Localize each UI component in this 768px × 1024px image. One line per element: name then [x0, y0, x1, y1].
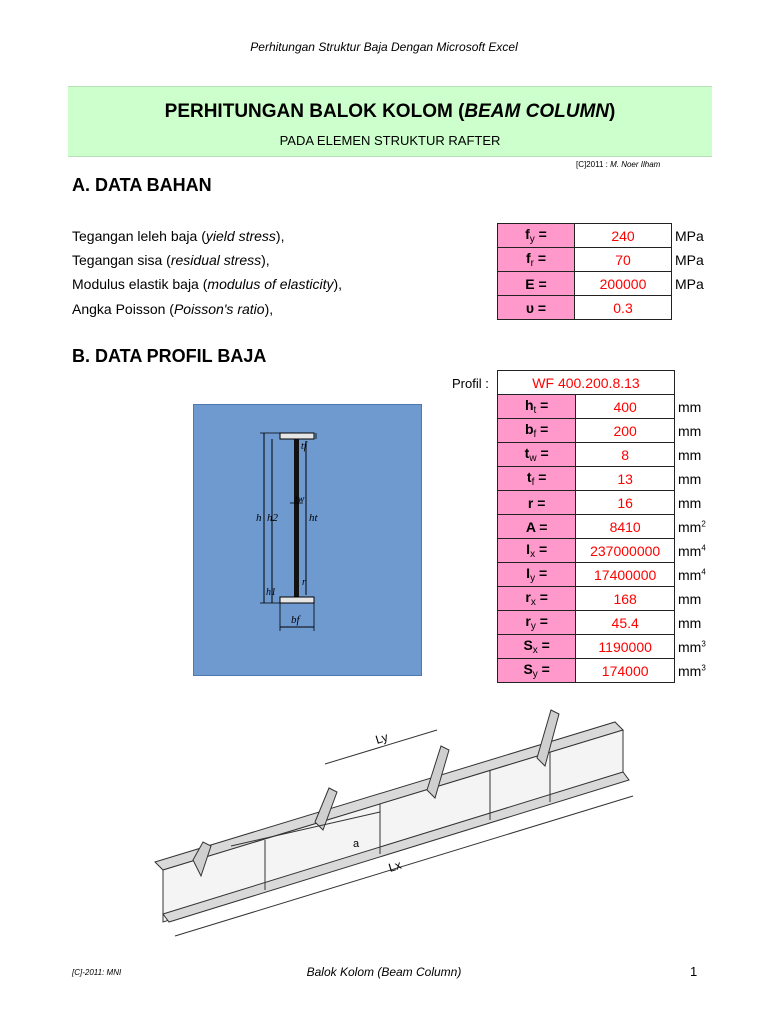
copyright-top — [576, 160, 660, 169]
material-label-end: ), — [275, 228, 285, 244]
symbol-letter: A — [525, 518, 536, 535]
symbol-equals: = — [533, 250, 547, 266]
unit-superscript: 2 — [701, 518, 706, 528]
material-label-text: Tegangan sisa ( — [72, 252, 171, 268]
profile-table — [497, 370, 738, 683]
symbol-subscript: y — [529, 234, 535, 245]
bottom-flange-shape — [280, 597, 314, 603]
material-symbol-1 — [498, 248, 575, 272]
symbol-letter: I — [526, 565, 531, 581]
unit-superscript: 3 — [701, 638, 706, 648]
material-unit-3 — [672, 296, 736, 320]
label-tw: tw — [295, 494, 305, 505]
profile-symbol-2 — [498, 443, 576, 467]
profile-value-11: 174000 — [576, 659, 675, 683]
material-unit-0 — [672, 224, 736, 248]
symbol-letter: S — [523, 661, 533, 677]
profile-unit-9 — [675, 611, 739, 635]
profile-unit-1 — [675, 419, 739, 443]
copyright-prefix: [C]2011 : — [576, 160, 611, 169]
unit-text: mm — [678, 542, 702, 559]
profile-row — [498, 611, 739, 635]
unit-superscript: 3 — [701, 662, 706, 672]
label-tf: tf — [301, 441, 307, 452]
material-symbol-2 — [498, 272, 575, 296]
profile-value-5: 8410 — [576, 515, 675, 539]
running-header: Perhitungan Struktur Baja Dengan Microsoft Excel — [250, 40, 518, 54]
unit-text: MPa — [675, 227, 704, 244]
profile-unit-11 — [675, 659, 739, 683]
profile-row — [498, 443, 739, 467]
symbol-letter: b — [524, 421, 534, 437]
symbol-letter: h — [524, 397, 534, 413]
profile-row — [498, 419, 739, 443]
profile-row — [498, 491, 739, 515]
profil-unit-blank — [675, 371, 739, 395]
material-label-2 — [72, 276, 342, 292]
unit-text: mm — [678, 590, 702, 607]
symbol-letter: t — [524, 445, 530, 461]
profile-value-0: 400 — [576, 395, 675, 419]
unit-text: mm — [678, 638, 702, 655]
symbol-equals: = — [536, 445, 549, 461]
profile-row — [498, 395, 739, 419]
profile-symbol-1 — [498, 419, 576, 443]
profil-label: Profil : — [452, 376, 489, 391]
unit-text: mm — [678, 398, 702, 415]
rafter-beam-drawing — [145, 700, 635, 940]
label-r: r — [302, 577, 306, 588]
page-subtitle: PADA ELEMEN STRUKTUR RAFTER — [279, 133, 501, 148]
label-h1: h1 — [266, 587, 276, 598]
page-title — [68, 101, 712, 123]
material-symbol-3 — [498, 296, 575, 320]
label-ly: Ly — [373, 729, 390, 747]
profile-symbol-10 — [498, 635, 576, 659]
profile-row — [498, 539, 739, 563]
profile-value-10: 1190000 — [576, 635, 675, 659]
footer-title: Balok Kolom (Beam Column) — [306, 965, 462, 979]
profile-unit-2 — [675, 443, 739, 467]
symbol-equals: = — [534, 226, 547, 242]
symbol-equals: = — [534, 299, 547, 316]
profil-value: WF 400.200.8.13 — [498, 371, 675, 395]
symbol-equals: = — [535, 518, 548, 535]
material-table — [497, 223, 735, 320]
profile-unit-4 — [675, 491, 739, 515]
material-value-1: 70 — [575, 248, 672, 272]
label-a: a — [353, 838, 360, 850]
symbol-letter: I — [526, 541, 531, 557]
symbol-equals: = — [535, 589, 548, 605]
profile-unit-8 — [675, 587, 739, 611]
profile-symbol-9 — [498, 611, 576, 635]
symbol-subscript: t — [533, 405, 537, 416]
label-lx: Lx — [386, 857, 404, 875]
profile-symbol-7 — [498, 563, 576, 587]
symbol-subscript: y — [530, 621, 536, 632]
label-h: h — [256, 512, 262, 524]
web-shape — [294, 439, 299, 597]
profile-row — [498, 635, 739, 659]
wf-section-drawing — [194, 405, 421, 675]
unit-text: mm — [678, 614, 702, 631]
profile-unit-10 — [675, 635, 739, 659]
profile-row — [498, 587, 739, 611]
material-value-0: 240 — [575, 224, 672, 248]
symbol-equals: = — [535, 613, 548, 629]
profile-value-8: 168 — [576, 587, 675, 611]
unit-text: mm — [678, 446, 702, 463]
label-ht: ht — [309, 512, 318, 524]
unit-text: mm — [678, 566, 702, 583]
material-unit-2 — [672, 272, 736, 296]
unit-text: MPa — [675, 251, 704, 268]
profile-symbol-6 — [498, 539, 576, 563]
symbol-equals: = — [534, 275, 547, 292]
unit-text: mm — [678, 518, 702, 535]
symbol-letter: f — [525, 226, 530, 242]
material-label-end: ), — [264, 301, 274, 317]
profile-value-2: 8 — [576, 443, 675, 467]
symbol-subscript: x — [530, 597, 536, 608]
material-label-italic: residual stress — [170, 252, 262, 268]
profile-symbol-11 — [498, 659, 576, 683]
material-label-end: ), — [333, 276, 343, 292]
material-label-end: ), — [261, 252, 270, 268]
footer-copyright: [C]-2011: MNI — [72, 968, 122, 977]
symbol-subscript: f — [531, 477, 535, 488]
page-title-prefix: PERHITUNGAN BALOK KOLOM ( — [164, 101, 465, 122]
page-title-italic: BEAM COLUMN — [464, 101, 610, 122]
profile-value-1: 200 — [576, 419, 675, 443]
material-label-text: Modulus elastik baja ( — [72, 276, 208, 292]
unit-superscript: 4 — [701, 542, 706, 552]
symbol-subscript: f — [533, 429, 537, 440]
unit-text: MPa — [675, 275, 704, 292]
symbol-letter: f — [525, 250, 531, 266]
symbol-letter: r — [527, 494, 534, 511]
profile-value-9: 45.4 — [576, 611, 675, 635]
profile-row — [498, 563, 739, 587]
symbol-subscript: y — [532, 669, 538, 680]
profile-value-6: 237000000 — [576, 539, 675, 563]
material-label-italic: yield stress — [205, 228, 276, 244]
unit-text: mm — [678, 470, 702, 487]
title-box — [68, 86, 712, 157]
symbol-subscript: y — [530, 573, 536, 584]
material-value-2: 200000 — [575, 272, 672, 296]
material-label-italic: modulus of elasticity — [207, 276, 334, 292]
symbol-equals: = — [533, 494, 546, 511]
symbol-letter: S — [523, 637, 533, 653]
profile-unit-3 — [675, 467, 739, 491]
symbol-equals: = — [537, 637, 550, 653]
material-label-italic: Poisson's ratio — [173, 301, 265, 317]
unit-superscript: 4 — [701, 566, 706, 576]
symbol-letter: r — [525, 589, 531, 605]
profile-row — [498, 467, 739, 491]
label-h2: h2 — [267, 512, 278, 524]
material-value-3: 0.3 — [575, 296, 672, 320]
profile-symbol-0 — [498, 395, 576, 419]
symbol-equals: = — [535, 565, 548, 581]
page-number: 1 — [690, 964, 698, 979]
symbol-equals: = — [537, 661, 550, 677]
profile-symbol-4 — [498, 491, 576, 515]
material-label-text: Angka Poisson ( — [72, 301, 174, 317]
material-row — [498, 248, 736, 272]
wf-section-figure — [193, 404, 422, 676]
profile-unit-7 — [675, 563, 739, 587]
profile-value-7: 17400000 — [576, 563, 675, 587]
profile-row — [498, 515, 739, 539]
symbol-equals: = — [534, 469, 547, 485]
material-symbol-0 — [498, 224, 575, 248]
section-b-heading: B. DATA PROFIL BAJA — [72, 346, 267, 366]
profile-unit-6 — [675, 539, 739, 563]
material-label-text: Tegangan leleh baja ( — [72, 228, 206, 244]
symbol-letter: E — [525, 275, 535, 292]
symbol-equals: = — [536, 397, 549, 413]
profile-symbol-8 — [498, 587, 576, 611]
material-row — [498, 272, 736, 296]
profile-unit-0 — [675, 395, 739, 419]
material-row — [498, 296, 736, 320]
top-flange-shape — [280, 433, 314, 439]
profile-symbol-3 — [498, 467, 576, 491]
section-a-heading: A. DATA BAHAN — [72, 175, 212, 195]
symbol-letter: r — [525, 613, 531, 629]
material-label-1 — [72, 252, 270, 268]
unit-text: mm — [678, 662, 702, 679]
symbol-equals: = — [535, 541, 548, 557]
profile-unit-5 — [675, 515, 739, 539]
material-label-0 — [72, 228, 284, 244]
material-row — [498, 224, 736, 248]
symbol-subscript: r — [530, 258, 534, 269]
material-label-3 — [72, 301, 273, 317]
unit-text: mm — [678, 422, 702, 439]
symbol-letter: υ — [525, 299, 535, 316]
symbol-letter: t — [526, 469, 532, 485]
unit-text: mm — [678, 494, 702, 511]
label-bf: bf — [291, 614, 300, 626]
symbol-equals: = — [536, 421, 549, 437]
copyright-author: M. Noer Ilham — [610, 160, 661, 169]
profile-row — [498, 659, 739, 683]
rafter-beam-figure — [145, 700, 635, 940]
symbol-subscript: x — [530, 549, 536, 560]
symbol-subscript: x — [532, 645, 538, 656]
page-title-suffix: ) — [609, 101, 616, 122]
material-unit-1 — [672, 248, 736, 272]
profile-value-3: 13 — [576, 467, 675, 491]
symbol-subscript: w — [529, 453, 537, 464]
profile-symbol-5 — [498, 515, 576, 539]
profile-value-4: 16 — [576, 491, 675, 515]
